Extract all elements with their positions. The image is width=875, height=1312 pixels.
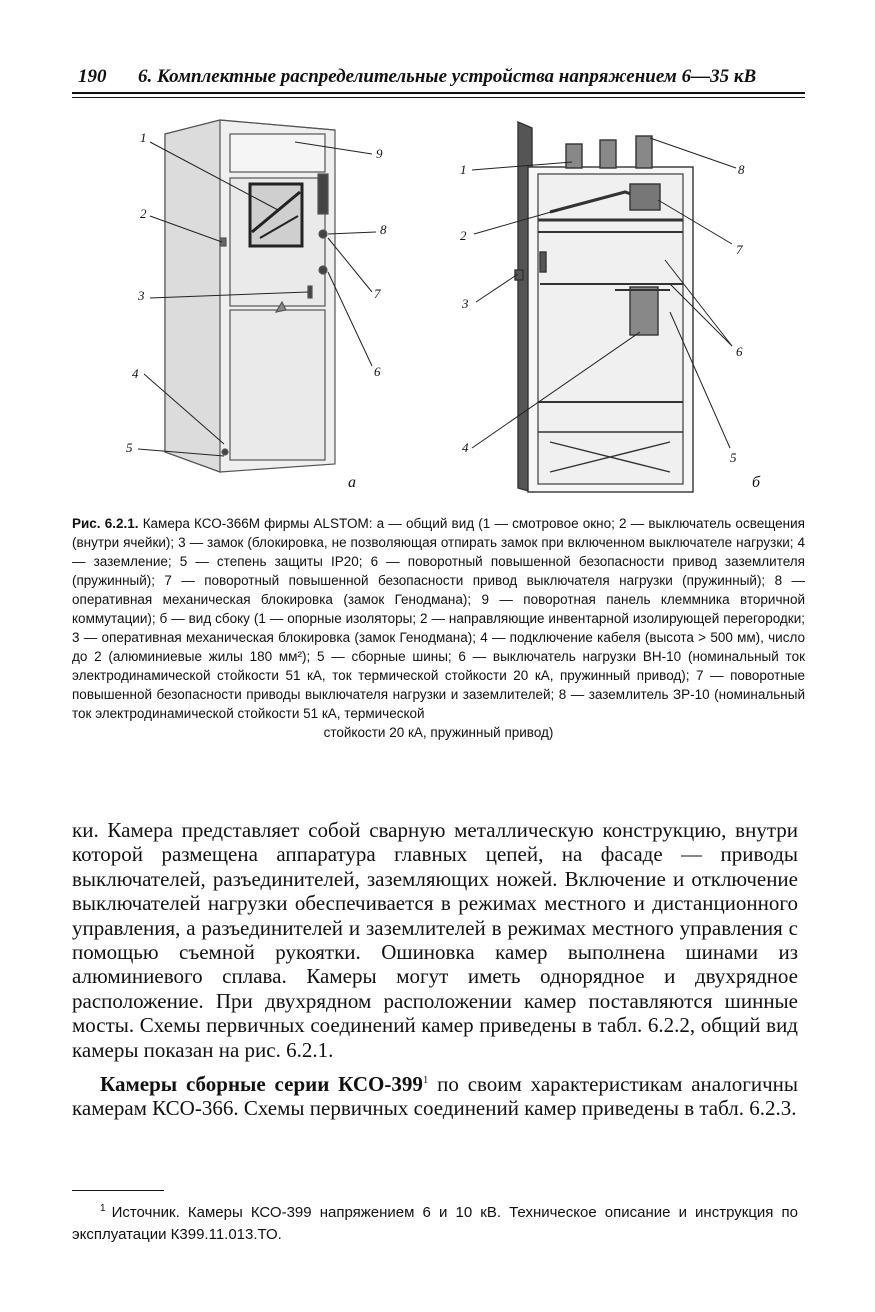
figure-caption bbox=[72, 514, 805, 742]
callout-b-7: 7 bbox=[736, 242, 743, 257]
callout-b-4: 4 bbox=[462, 440, 469, 455]
body-text bbox=[72, 818, 798, 1121]
figure-6-2-1 bbox=[110, 112, 790, 502]
switchgear-illustration bbox=[110, 112, 790, 502]
caption-text: Камера КСО-366М фирмы ALSTOM: а — общий вид (1 — смотровое окно; 2 — выключатель освещения (внутри ячейки); 3 — замок (блокировка, не позволяющая отпирать замок при включенном выключателе нагрузки; 4 — заземление; 5 — степень защиты IP20; 6 — поворотный повышенной безопасности привод заземлителя (пружинный); 7 — поворотный повышенной безопасности привод выключателя нагрузки (пружинный); 8 — оперативная механическая блокировка (замок Генодмана); 9 — поворотная панель клеммника вторичной коммутации); б — вид сбоку (1 — опорные изоляторы; 2 — направляющие инвентарной изолирующей перегородки; 3 — оперативная механическая блокировка (замок Генодмана); 4 — подключение кабеля (высота > 500 мм), число до 2 (алюминиевые жилы 180 мм²); 5 — сборные шины; 6 — выключатель нагрузки ВН-10 (номинальный ток электродинамической стойкости 51 кА, ток термической стойкости 20 кА, пружинный привод); 7 — поворотные повышенной безопасности приводы выключателя нагрузки и заземлителей; 8 — заземлитель ЗР-10 (номинальный ток электродинамической стойкости 51 кА, термической bbox=[72, 516, 805, 721]
header-rule bbox=[72, 92, 805, 94]
paragraph-1: ки. Камера представляет собой сварную металлическую конструкцию, внутри которой размещена аппаратура главных цепей, на фасаде — приводы выключателей, разъединителей, заземляющих ножей. Включение и отключение выключателей нагрузки обеспечивается в режимах местного и дистанционного управления, а разъединителей и заземлителей в режимах местного управления с помощью съемной рукоятки. Ошиновка камер выполнена шинами из алюминиевого сплава. Камеры могут иметь однорядное и двухрядное расположение. При двухрядном расположении камер поставляются шинные мосты. Схемы первичных соединений камер приведены в табл. 6.2.2, общий вид камеры показан на рис. 6.2.1. bbox=[72, 818, 798, 1062]
cabinet-side-view bbox=[515, 122, 693, 492]
callout-a-9: 9 bbox=[376, 146, 383, 161]
callout-a-6: 6 bbox=[374, 364, 381, 379]
paragraph-2 bbox=[72, 1068, 798, 1121]
callout-a-2: 2 bbox=[140, 206, 147, 221]
callout-a-7: 7 bbox=[374, 286, 381, 301]
callout-a-1: 1 bbox=[140, 130, 147, 145]
callout-b-6: 6 bbox=[736, 344, 743, 359]
footnote-text: Источник. Камеры КСО-399 напряжением 6 и 10 кВ. Техническое описание и инструкция по эксплуатации К399.11.013.ТО. bbox=[72, 1204, 798, 1243]
callout-b-3: 3 bbox=[462, 296, 469, 311]
callout-a-8: 8 bbox=[380, 222, 387, 237]
callout-a-4: 4 bbox=[132, 366, 139, 381]
footnote-rule bbox=[72, 1190, 164, 1191]
caption-last-line: стойкости 20 кА, пружинный привод) bbox=[323, 725, 554, 740]
footnote bbox=[72, 1198, 798, 1246]
subfigure-b-label: б bbox=[752, 474, 761, 491]
callout-a-3: 3 bbox=[138, 288, 145, 303]
caption-label: Рис. 6.2.1. bbox=[72, 516, 139, 531]
subfigure-a-label: а bbox=[348, 474, 356, 491]
callout-b-8: 8 bbox=[738, 162, 745, 177]
chapter-title: 6. Комплектные распределительные устройства напряжением 6—35 кВ bbox=[138, 66, 757, 87]
callout-b-1: 1 bbox=[460, 162, 467, 177]
footnote-mark: 1 bbox=[100, 1203, 106, 1214]
callout-b-2: 2 bbox=[460, 228, 467, 243]
page-number: 190 bbox=[78, 66, 107, 87]
callout-a-5: 5 bbox=[126, 440, 133, 455]
footnote-ref[interactable]: 1 bbox=[422, 1074, 429, 1087]
callout-b-5: 5 bbox=[730, 450, 737, 465]
header-rule-thin bbox=[72, 97, 805, 98]
paragraph-2-lead: Камеры сборные серии КСО-399 bbox=[100, 1072, 423, 1097]
paragraph-2-rest: по своим характеристикам аналогичны камерам КСО-366. Схемы первичных соединений камер приведены в табл. 6.2.3. bbox=[72, 1072, 799, 1121]
